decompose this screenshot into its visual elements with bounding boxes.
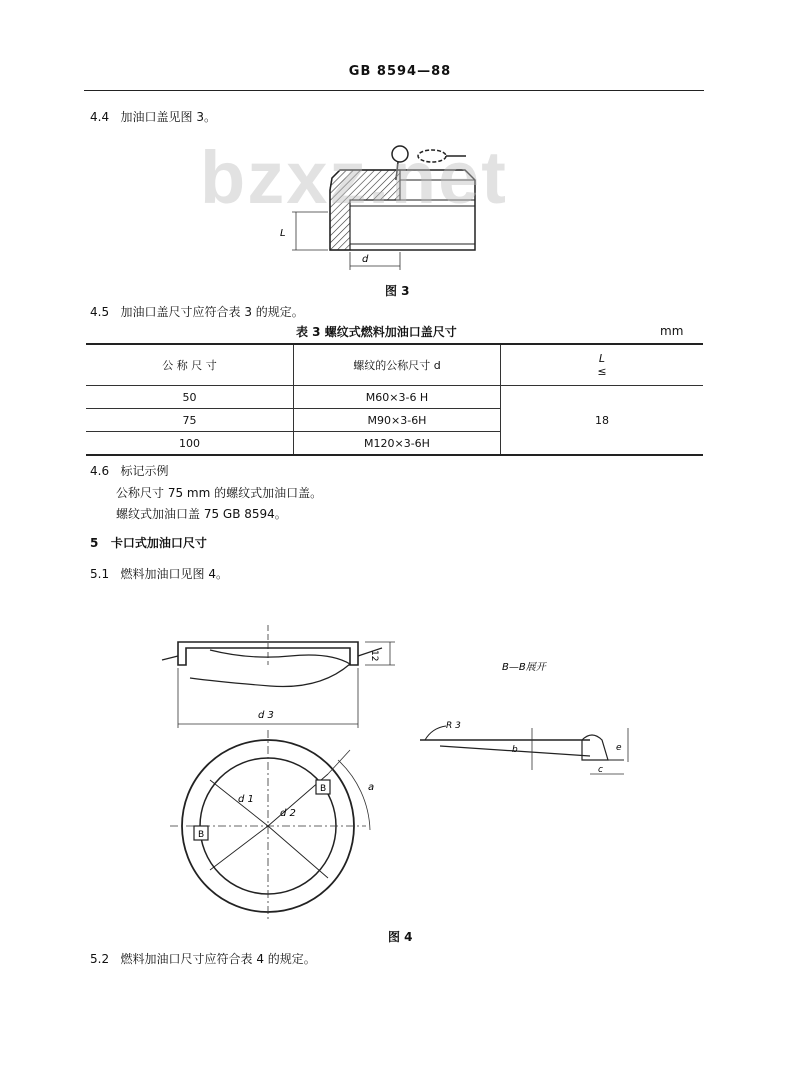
example-line-2: 螺纹式加油口盖 75 GB 8594。 xyxy=(116,507,287,521)
table-3-title: 表 3 螺纹式燃料加油口盖尺寸 xyxy=(296,325,457,339)
table-cell: 75 xyxy=(86,409,294,432)
section-mark-B: B xyxy=(198,830,205,840)
dim-L-label: L xyxy=(280,228,286,239)
dim-12-label: 12 xyxy=(369,650,379,662)
dim-b-label: b xyxy=(512,745,518,755)
section-text: 加油口盖见图 3。 xyxy=(120,110,216,124)
table-cell-L-value: 18 xyxy=(501,386,704,456)
watermark: bzxz.net xyxy=(200,136,508,219)
header-L-le: ≤ xyxy=(597,365,607,378)
table-cell: M120×3-6H xyxy=(294,432,501,456)
radius-R3-label: R 3 xyxy=(446,721,461,731)
section-text: 燃料加油口尺寸应符合表 4 的规定。 xyxy=(120,952,316,966)
section-text: 加油口盖尺寸应符合表 3 的规定。 xyxy=(120,305,304,319)
header-thread-size: 螺纹的公称尺寸 d xyxy=(294,344,501,386)
table-row xyxy=(86,386,703,409)
dim-d2-label: d 2 xyxy=(280,808,296,819)
figure-4-caption: 图 4 xyxy=(388,930,413,944)
header-rule xyxy=(84,90,704,91)
section-4-4 xyxy=(90,108,216,125)
header-nominal-size: 公 称 尺 寸 xyxy=(86,344,294,386)
section-number: 4.6 xyxy=(90,464,110,478)
section-number: 5 xyxy=(90,536,99,550)
table-3 xyxy=(86,343,703,456)
angle-a-label: a xyxy=(368,782,375,793)
section-4-5 xyxy=(90,303,304,320)
table-cell: 50 xyxy=(86,386,294,409)
header-L-symbol: L xyxy=(598,352,606,365)
table-cell: M60×3-6 H xyxy=(294,386,501,409)
section-text: 燃料加油口见图 4。 xyxy=(120,567,228,581)
section-mark-B: B xyxy=(320,784,327,794)
section-bb-label: B—B展开 xyxy=(502,662,546,673)
section-4-6 xyxy=(90,462,169,479)
document-header: GB 8594—88 xyxy=(348,64,452,79)
dim-d-label: d xyxy=(362,254,369,265)
section-title: 标记示例 xyxy=(120,464,169,478)
section-5-2 xyxy=(90,950,316,967)
section-5-1 xyxy=(90,565,228,582)
header-L xyxy=(501,344,704,386)
example-line-1: 公称尺寸 75 mm 的螺纹式加油口盖。 xyxy=(116,486,323,500)
section-number: 5.2 xyxy=(90,952,110,966)
dim-e-label: e xyxy=(616,743,622,753)
section-number: 5.1 xyxy=(90,567,110,581)
section-number: 4.4 xyxy=(90,110,110,124)
section-text: 卡口式加油口尺寸 xyxy=(110,536,207,550)
table-header-row xyxy=(86,344,703,386)
section-number: 4.5 xyxy=(90,305,110,319)
dim-d3-label: d 3 xyxy=(258,710,274,721)
dim-d1-label: d 1 xyxy=(238,794,254,805)
table-cell: M90×3-6H xyxy=(294,409,501,432)
table-3-unit: mm xyxy=(660,324,684,338)
figure-4-drawing xyxy=(150,620,670,920)
section-5 xyxy=(90,534,207,551)
table-cell: 100 xyxy=(86,432,294,456)
figure-3-caption: 图 3 xyxy=(385,284,410,298)
dim-c-label: c xyxy=(598,765,603,775)
